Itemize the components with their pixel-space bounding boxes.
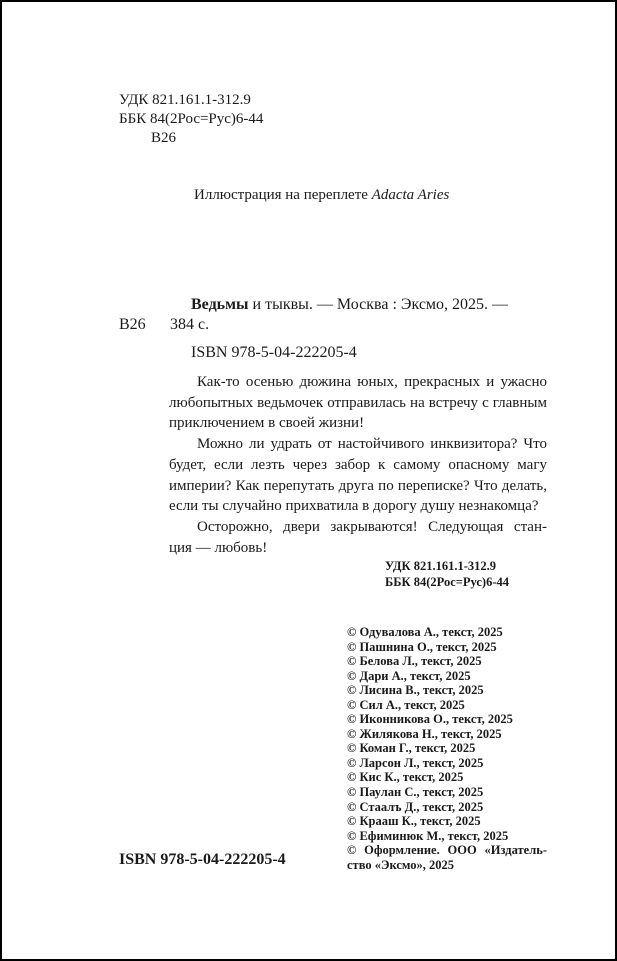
annotation-paragraph-3-line-2: ция — любовь!: [169, 539, 268, 556]
udk-code-top: УДК 821.161.1-312.9: [119, 92, 251, 108]
annotation-paragraph-2: Можно ли удрать от настойчивого инквизитора? Что будет, если лезть через забор к самому опасному магу империи? Как перепутать друга по переписке? Что делать, если ты случайно прихватила в дорогу душу незнакомца?: [169, 436, 547, 515]
bbk-code-right: ББК 84(2Рос=Рус)6-44: [385, 575, 509, 589]
publication-info: и тыквы. — Москва : Эксмо, 2025. —: [248, 296, 509, 313]
copyright-item: © Ефиминюк М., текст, 2025: [347, 828, 509, 843]
illustration-prefix: Иллюстрация на переплете: [194, 187, 372, 203]
udk-code-right: УДК 821.161.1-312.9: [385, 559, 496, 573]
copyright-item: © Лисина В., текст, 2025: [347, 683, 484, 698]
copyright-item: © Жилякова Н., текст, 2025: [347, 726, 502, 741]
author-sign-top: В26: [151, 130, 177, 146]
copyright-item: © Кис К., текст, 2025: [347, 770, 464, 785]
annotation-paragraph-1: Как-то осенью дюжина юных, прекрасных и ужасно любопытных ведьмочек отправилась на встречу с главным приключением в своей жизни!: [169, 374, 547, 432]
copyright-item: © Ларсон Л., текст, 2025: [347, 755, 484, 770]
design-copyright: © Оформление. ООО «Издатель-ство «Эксмо», 2025: [347, 843, 547, 872]
annotation: [169, 372, 547, 558]
copyright-item: © Белова Л., текст, 2025: [347, 654, 482, 669]
copyright-list: [347, 625, 547, 872]
copyright-item: © Одувалова А., текст, 2025: [347, 625, 503, 639]
copyright-item: © Дари А., текст, 2025: [347, 668, 471, 683]
isbn-bottom: ISBN 978-5-04-222205-4: [119, 851, 286, 868]
copyright-item: © Пашнина О., текст, 2025: [347, 639, 497, 654]
copyright-item: © Стаалъ Д., текст, 2025: [347, 799, 484, 814]
page-count: 384 с.: [170, 316, 210, 333]
copyright-item: © Сил А., текст, 2025: [347, 697, 465, 712]
author-sign: В26: [119, 316, 146, 333]
isbn-record: ISBN 978-5-04-222205-4: [191, 344, 357, 361]
copyright-item: © Коман Г., текст, 2025: [347, 741, 476, 756]
copyright-item: © Крааш К., текст, 2025: [347, 814, 481, 829]
illustration-credit: [194, 186, 449, 205]
illustration-artist: Adacta Aries: [371, 187, 450, 203]
copyright-item: © Иконникова О., текст, 2025: [347, 712, 513, 727]
book-title: Ведьмы: [191, 296, 249, 313]
copyright-item: © Паулан С., текст, 2025: [347, 785, 484, 800]
bibliographic-title: [191, 295, 508, 314]
annotation-paragraph-3-line-1: Осторожно, двери закрываются! Следующая стан-: [197, 518, 547, 535]
bbk-code-top: ББК 84(2Рос=Рус)6-44: [119, 111, 264, 127]
